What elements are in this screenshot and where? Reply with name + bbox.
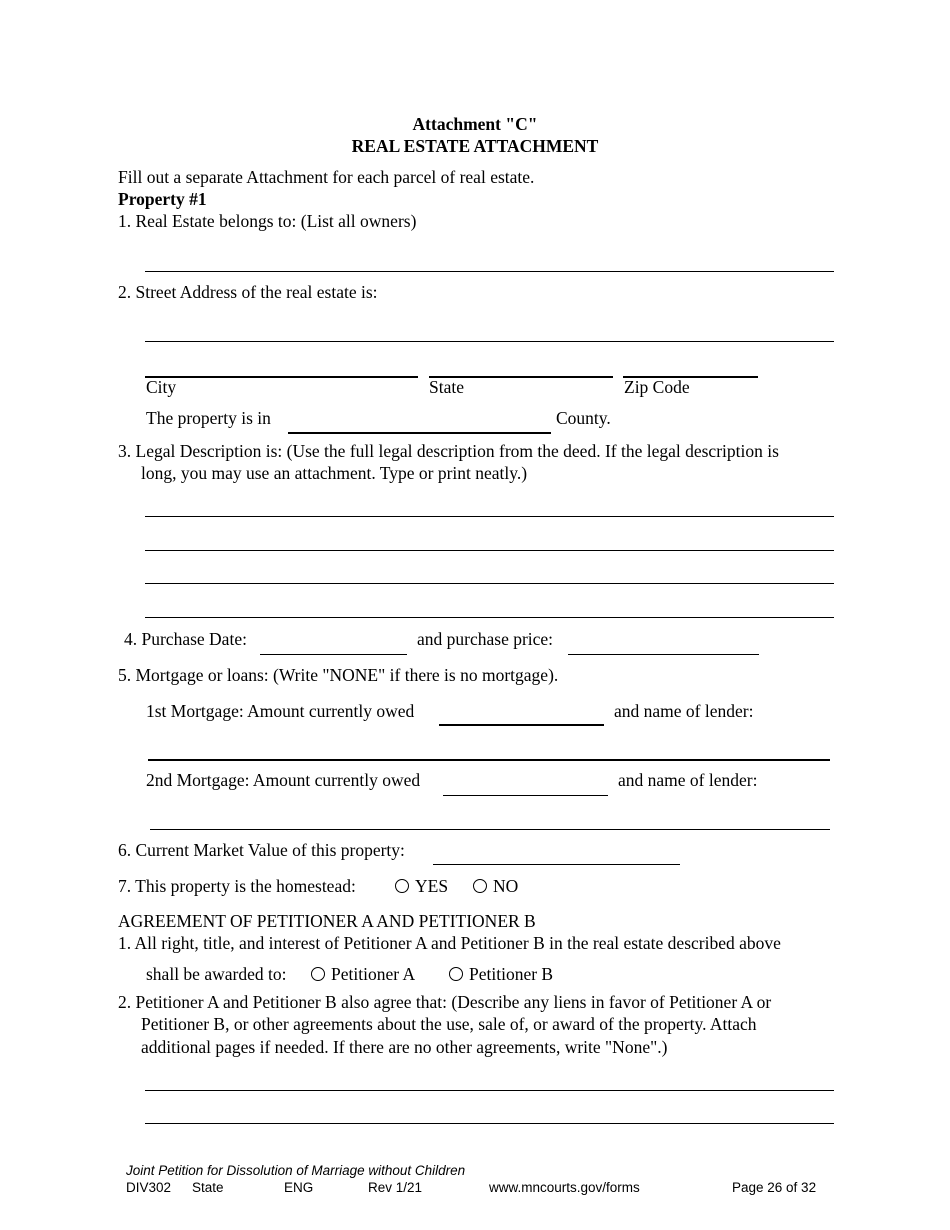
attachment-title: Attachment "C" bbox=[412, 114, 538, 134]
city-label: City bbox=[146, 377, 177, 397]
agreement-item1-prefix: shall be awarded to: bbox=[146, 964, 287, 984]
footer-revision: Rev 1/21 bbox=[368, 1180, 423, 1195]
q3-label-line2: long, you may use an attachment. Type or print neatly.) bbox=[141, 463, 528, 483]
zip-code-label: Zip Code bbox=[624, 377, 690, 397]
legal-description-line-1[interactable] bbox=[145, 516, 834, 517]
q1-label: 1. Real Estate belongs to: (List all owners) bbox=[118, 211, 417, 231]
form-title: REAL ESTATE ATTACHMENT bbox=[351, 136, 599, 156]
homestead-label: 7. This property is the homestead: bbox=[118, 876, 356, 896]
second-mortgage-label: 2nd Mortgage: Amount currently owed bbox=[146, 770, 421, 790]
homestead-no-label: NO bbox=[493, 876, 519, 896]
agreement-item2-line2: Petitioner B, or other agreements about the use, sale of, or award of the property. Attach bbox=[141, 1014, 757, 1034]
second-mortgage-lender-field[interactable] bbox=[150, 829, 830, 830]
q2-label: 2. Street Address of the real estate is: bbox=[118, 282, 378, 302]
q5-label: 5. Mortgage or loans: (Write "NONE" if there is no mortgage). bbox=[118, 665, 559, 685]
second-mortgage-lender-label: and name of lender: bbox=[618, 770, 758, 790]
first-mortgage-label: 1st Mortgage: Amount currently owed bbox=[146, 701, 415, 721]
market-value-label: 6. Current Market Value of this property: bbox=[118, 840, 405, 860]
petitioner-a-label: Petitioner A bbox=[331, 964, 416, 984]
footer-website[interactable]: www.mncourts.gov/forms bbox=[489, 1180, 640, 1195]
award-petitioner-a-option[interactable] bbox=[311, 964, 415, 984]
homestead-no-radio[interactable] bbox=[473, 879, 487, 893]
agreement-line-1[interactable] bbox=[145, 1090, 834, 1091]
legal-description-line-4[interactable] bbox=[145, 617, 834, 618]
first-mortgage-amount-field[interactable] bbox=[439, 724, 604, 726]
homestead-yes-option[interactable] bbox=[395, 876, 448, 896]
homestead-no-option[interactable] bbox=[473, 876, 518, 896]
footer-language: ENG bbox=[284, 1180, 314, 1195]
legal-description-line-3[interactable] bbox=[145, 583, 834, 584]
petitioner-b-label: Petitioner B bbox=[469, 964, 554, 984]
footer-page-number: Page 26 of 32 bbox=[732, 1180, 817, 1195]
homestead-yes-label: YES bbox=[415, 876, 449, 896]
owners-field[interactable] bbox=[145, 271, 834, 272]
street-address-field[interactable] bbox=[145, 341, 834, 342]
homestead-yes-radio[interactable] bbox=[395, 879, 409, 893]
agreement-heading: AGREEMENT OF PETITIONER A AND PETITIONER B bbox=[118, 911, 536, 931]
market-value-field[interactable] bbox=[433, 864, 680, 865]
agreement-item2-line3: additional pages if needed. If there are no other agreements, write "None".) bbox=[141, 1037, 668, 1057]
agreement-line-2[interactable] bbox=[145, 1123, 834, 1124]
footer-jurisdiction: State bbox=[192, 1180, 224, 1195]
county-suffix: County. bbox=[556, 408, 611, 428]
state-label: State bbox=[429, 377, 464, 397]
purchase-date-field[interactable] bbox=[260, 654, 407, 655]
agreement-item1-line1: 1. All right, title, and interest of Petitioner A and Petitioner B in the real estate described above bbox=[118, 933, 781, 953]
property-heading: Property #1 bbox=[118, 189, 207, 209]
footer-form-code: DIV302 bbox=[126, 1180, 172, 1195]
petitioner-b-radio[interactable] bbox=[449, 967, 463, 981]
petitioner-a-radio[interactable] bbox=[311, 967, 325, 981]
q3-label-line1: 3. Legal Description is: (Use the full legal description from the deed. If the legal description is bbox=[118, 441, 779, 461]
agreement-item2-line1: 2. Petitioner A and Petitioner B also agree that: (Describe any liens in favor of Petitioner A or bbox=[118, 992, 772, 1012]
second-mortgage-amount-field[interactable] bbox=[443, 795, 608, 796]
city-field[interactable] bbox=[145, 376, 418, 378]
purchase-price-label: and purchase price: bbox=[417, 629, 554, 649]
purchase-price-field[interactable] bbox=[568, 654, 759, 655]
county-field[interactable] bbox=[288, 432, 551, 434]
county-prefix: The property is in bbox=[146, 408, 271, 428]
footer-title: Joint Petition for Dissolution of Marriage without Children bbox=[126, 1163, 466, 1178]
purchase-date-label: 4. Purchase Date: bbox=[124, 629, 247, 649]
legal-description-line-2[interactable] bbox=[145, 550, 834, 551]
first-mortgage-lender-field[interactable] bbox=[148, 759, 830, 761]
first-mortgage-lender-label: and name of lender: bbox=[614, 701, 754, 721]
intro-text: Fill out a separate Attachment for each parcel of real estate. bbox=[118, 167, 535, 187]
award-petitioner-b-option[interactable] bbox=[449, 964, 553, 984]
